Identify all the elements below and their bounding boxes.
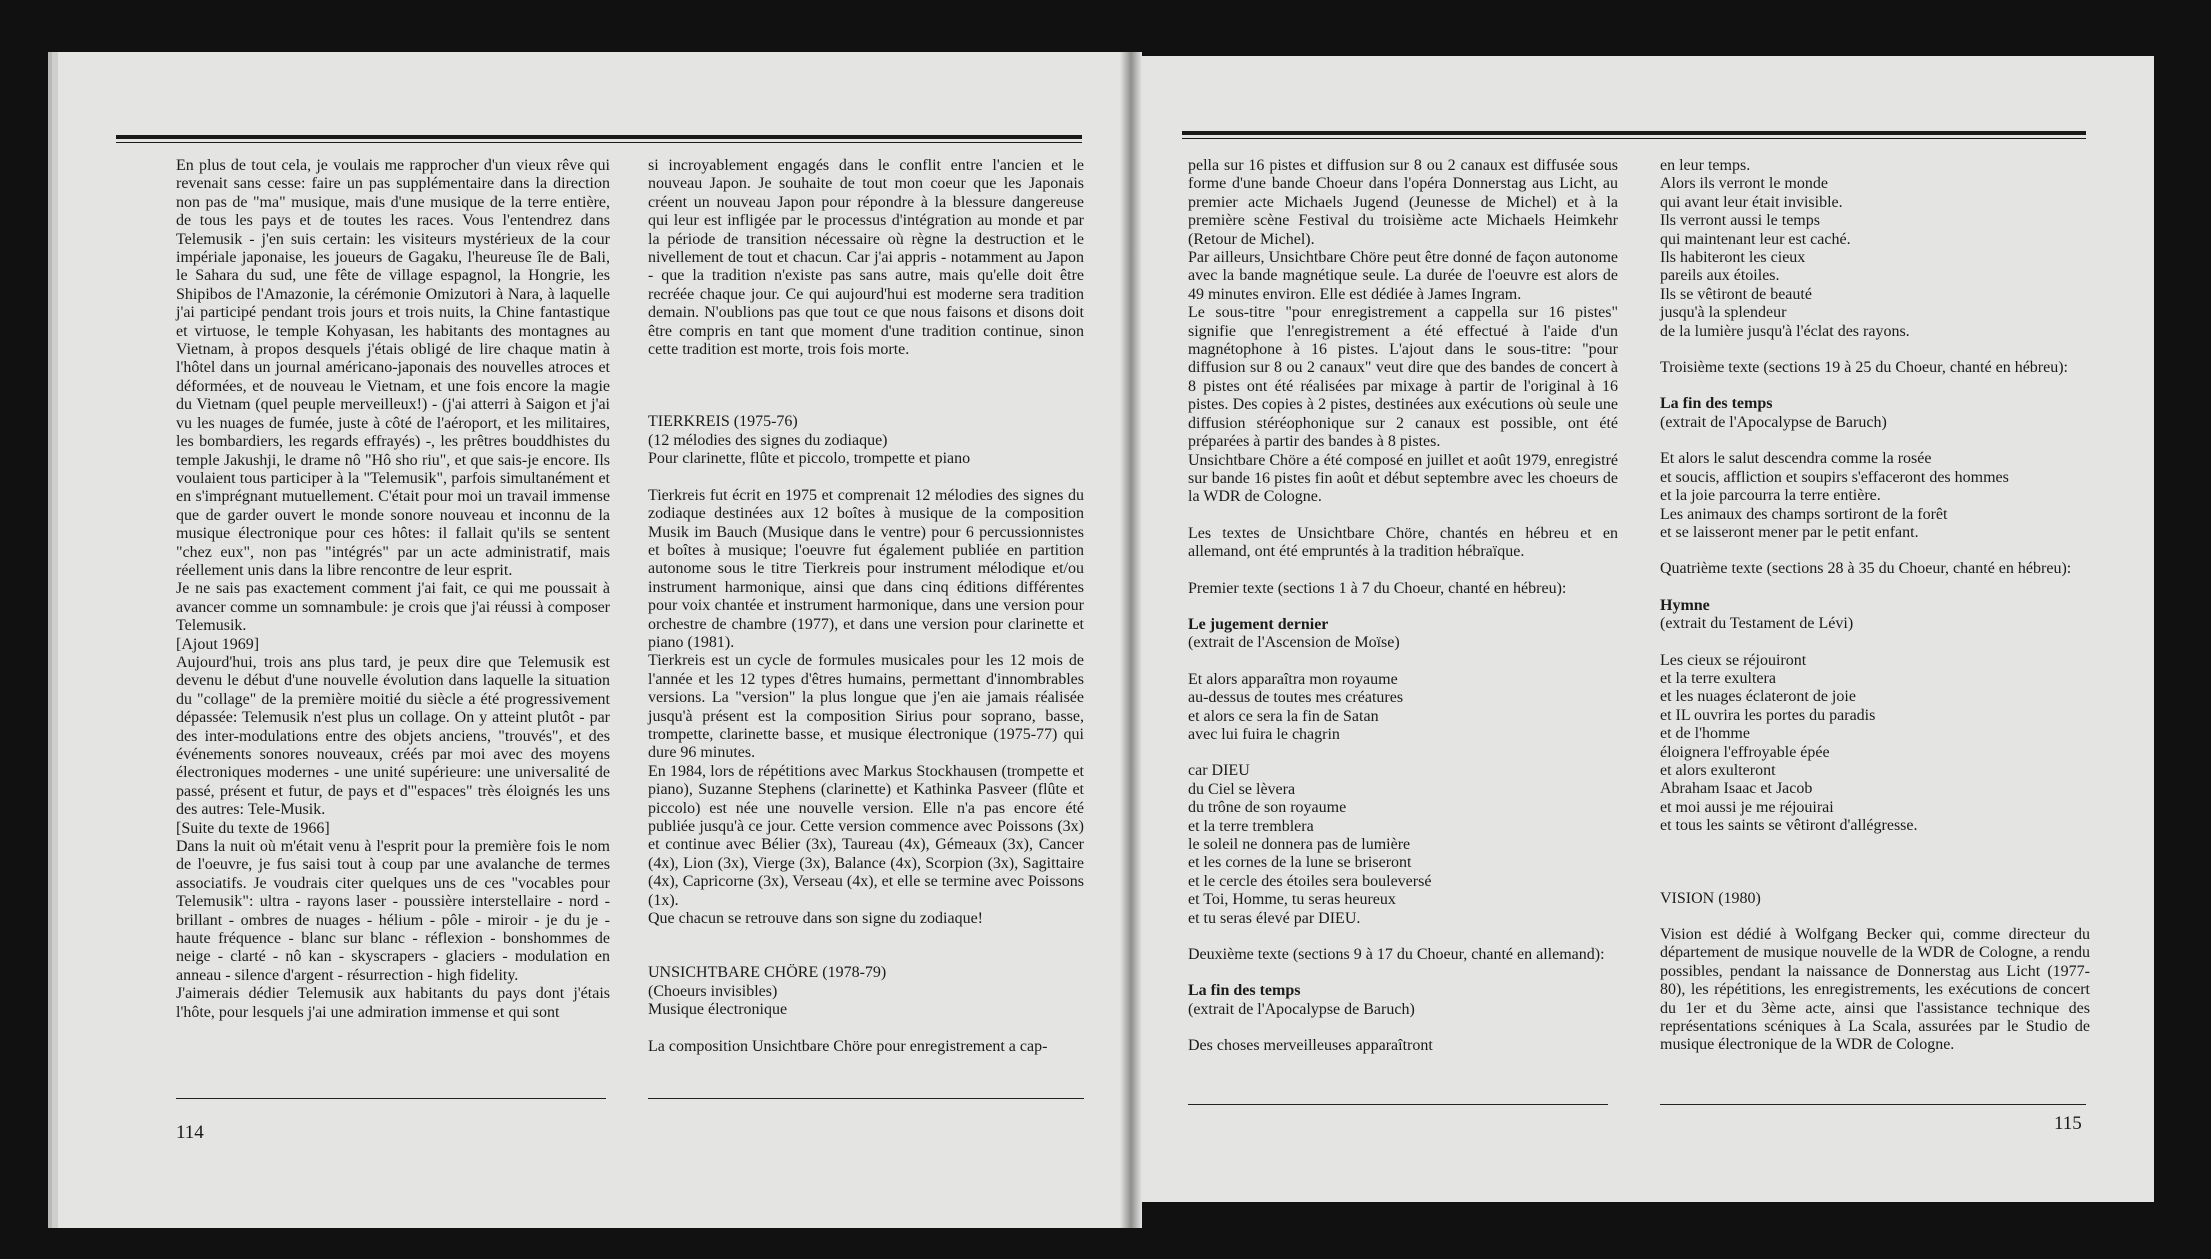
left-column-2	[648, 157, 1084, 1056]
poem-line: Des choses merveilleuses apparaîtront	[1188, 1037, 1433, 1055]
poem-line: et les cornes de la lune se briseront	[1188, 854, 1412, 872]
poem-source: (extrait du Testament de Lévi)	[1660, 615, 1854, 633]
poem-line: et tu seras élevé par DIEU.	[1188, 909, 1361, 927]
paragraph: Dans la nuit où m'était venu à l'esprit pour la première fois le nom de l'oeuvre, je fus saisi tout à coup par une avalanche de termes associatifs. Je voudrais citer quelques uns de ces "vocables pour Telemusik": ultra - rayons laser - poussière interstellaire - nord - brillant - ombres de nuages - hélium - pôle - miroir - je du je - haute fréquence - blanc sur blanc - réflexion - bonshommes de neige - clarté - nô kan - skyscrapers - glaciers - modulation en anneau - silence d'argent - résurrection - high fidelity.	[176, 838, 610, 984]
poem-line: Alors ils verront le monde	[1660, 175, 1828, 193]
poem-source: (extrait de l'Apocalypse de Baruch)	[1188, 1000, 1415, 1018]
paragraph: La composition Unsichtbare Chöre pour enregistrement a cap-	[648, 1037, 1048, 1055]
poem-line: et tous les saints se vêtiront d'allégresse.	[1660, 817, 1918, 835]
paragraph: si incroyablement engagés dans le conflit entre l'ancien et le nouveau Japon. Je souhaite de tout mon coeur que les Japonais créent un nouveau Japon pour répondre à la blessure dangereuse qui leur est infligée par le processus d'intégration au monde et par la période de transition nécessaire où règne la destruction et le nivellement de tout et chacun. Car j'ai appris - notamment au Japon - que la tradition n'existe pas sans autre, mais qu'elle doit être recréée chaque jour. Ce qui aujourd'hui est moderne sera tradition demain. N'oublions pas que tout ce que nous faisons et disons doit être compris en tant que moment d'une tradition continue, sinon cette tradition est morte, trois fois morte.	[648, 157, 1084, 359]
poem-line: et la terre tremblera	[1188, 817, 1314, 835]
paragraph: Unsichtbare Chöre a été composé en juillet et août 1979, enregistré sur bande 16 pistes fin août et début septembre avec les choeurs de la WDR de Cologne.	[1188, 451, 1618, 506]
paragraph: Par ailleurs, Unsichtbare Chöre peut être donné de façon autonome avec la bande magnétique seule. La durée de l'oeuvre est alors de 49 minutes environ. Elle est dédiée à James Ingram.	[1188, 249, 1618, 303]
poem-line: et se laisseront mener par le petit enfant.	[1660, 523, 1919, 541]
paragraph: Quatrième texte (sections 28 à 35 du Choeur, chanté en hébreu):	[1660, 560, 2072, 578]
paragraph: Tierkreis est un cycle de formules musicales pour les 12 mois de l'année et les 12 types d'êtres humains, permettant d'innombrables versions. La "version" la plus longue que j'en aie jamais réalisée jusqu'à présent est la composition Sirius pour soprano, basse, trompette, clarinette basse, et musique électronique (1975-77) qui dure 96 minutes.	[648, 652, 1084, 762]
poem-line: de la lumière jusqu'à l'éclat des rayons.	[1660, 322, 1910, 340]
poem-line: du Ciel se lèvera	[1188, 780, 1296, 798]
paragraph: En 1984, lors de répétitions avec Markus Stockhausen (trompette et piano), Suzanne Stephens (clarinette) et Kathinka Pasveer (flûte et piccolo) est née une nouvelle version. Elle n'a pas encore été publiée jusqu'à ce jour. Cette version commence avec Poissons (3x) et continue avec Bélier (3x), Taureau (4x), Gémeaux (3x), Cancer (4x), Lion (3x), Vierge (3x), Balance (4x), Scorpion (3x), Sagittaire (4x), Capricorne (3x), Verseau (4x), et elle se termine avec Poissons (1x).	[648, 762, 1084, 909]
poem-line: Et alors apparaîtra mon royaume	[1188, 670, 1398, 688]
paragraph: Troisième texte (sections 19 à 25 du Choeur, chanté en hébreu):	[1660, 359, 2068, 377]
page-number-right: 115	[2054, 1113, 2082, 1134]
poem-line: et soucis, affliction et soupirs s'effaceront des hommes	[1660, 468, 2009, 486]
paragraph: [Suite du texte de 1966]	[176, 819, 330, 837]
paragraph: J'aimerais dédier Telemusik aux habitants du pays dont j'étais l'hôte, pour lesquels j'ai une admiration immense et qui sont	[176, 985, 610, 1021]
poem-line: Les cieux se réjouiront	[1660, 651, 1807, 669]
footer-rule	[648, 1098, 1084, 1099]
paragraph: Que chacun se retrouve dans son signe du zodiaque!	[648, 910, 983, 928]
poem-line: le soleil ne donnera pas de lumière	[1188, 836, 1411, 853]
poem-line: et alors exulteront	[1660, 761, 1776, 779]
section-subtitle: Musique électronique	[648, 1001, 788, 1019]
poem-line: et les nuages éclateront de joie	[1660, 688, 1856, 706]
poem-line: et la terre exultera	[1660, 669, 1776, 687]
header-rule-left	[116, 135, 1082, 143]
book-gutter	[1120, 52, 1142, 1228]
paragraph: En plus de tout cela, je voulais me rapprocher d'un vieux rêve qui revenait sans cesse: faire un pas supplémentaire dans la direction non pas de "ma" musique, mais d'une musique de la terre entière, de tous les pays et de toutes les races. Vous l'entendrez dans Telemusik - j'en suis certain: les visiteurs mystérieux de la cour impériale japonaise, les joueurs de Gagaku, l'heureuse île de Bali, le Sahara du sud, une fête de village espagnol, la Hongrie, les Shipibos de l'Amazonie, la cérémonie Omizutori à Nara, à laquelle j'ai participé pendant trois jours et trois nuits, la Chine fantastique et virtuose, le temple Kohyasan, les habitants des montagnes au Vietnam, à propos desquels j'étais obligé de lire chaque matin à l'hôtel dans un journal américano-japonais des nouvelles atroces et déformées, et de nouveau le Vietnam, et une fois encore la magie du Vietnam (quel peuple merveilleux!) - (j'ai atterri à Saigon et j'ai vu les nuages de fumée, juste à côté de l'aéroport, et les militaires, les bombardiers, les regards effrayés) -, les prêtres bouddhistes du temple Jakushji, le drame nô "Hô sho riu", et que sais-je encore. Ils voulaient tous participer à la "Telemusik", parfois simultanément et en s'imprégnant mutuellement. C'était pour moi un travail immense que de garder ouvert le monde sonore nouveau et inconnu de la musique électronique pour ces hôtes: il fallait qu'ils se sentent "chez eux", non pas "intégrés" par un acte administratif, mais réellement unis dans la libre rencontre de leur esprit.	[176, 157, 610, 579]
paragraph: Le sous-titre "pour enregistrement a cappella sur 16 pistes" signifie que l'enregistrement a été effectué à l'aide d'un magnétophone à 16 pistes. L'ajout dans le sous-titre: "pour diffusion sur 8 ou 2 canaux" veut dire que des bandes de concert à 8 pistes ont été réalisées par mixage à partir de l'original à 16 pistes. Des copies à 2 pistes, destinées aux exécutions où seule une diffusion stéréophonique sur 2 canaux est possible, ont été préparées à partir des bandes à 8 pistes.	[1188, 304, 1618, 451]
poem-line: car DIEU	[1188, 762, 1250, 780]
paragraph: [Ajout 1969]	[176, 635, 260, 653]
poem-line: et la joie parcourra la terre entière.	[1660, 487, 1881, 505]
footer-rule	[176, 1098, 606, 1099]
poem-line: jusqu'à la splendeur	[1660, 304, 1787, 322]
poem-line: Ils habiteront les cieux	[1660, 249, 1806, 267]
poem-line: éloignera l'effroyable épée	[1660, 743, 1830, 761]
poem-line: qui maintenant leur est caché.	[1660, 230, 1851, 248]
poem-line: qui avant leur était invisible.	[1660, 193, 1843, 211]
poem-heading: Le jugement dernier	[1188, 615, 1329, 633]
paragraph: Vision est dédié à Wolfgang Becker qui, comme directeur du département de musique nouvelle de la WDR de Cologne, a rendu possibles, pendant la naissance de Donnerstag aus Licht (1977-80), les répétitions, les enregistrements, les exécutions de concert du 1er et du 3ème acte, ainsi que l'assistance technique des représentations scéniques à La Scala, assurées par le Studio de musique électronique de la WDR de Cologne.	[1660, 926, 2090, 1054]
poem-line: Et alors le salut descendra comme la rosée	[1660, 450, 1932, 468]
paragraph: Premier texte (sections 1 à 7 du Choeur, chanté en hébreu):	[1188, 579, 1567, 597]
poem-line: et IL ouvrira les portes du paradis	[1660, 706, 1876, 724]
section-title-tierkreis: TIERKREIS (1975-76)	[648, 413, 798, 431]
poem-line: avec lui fuira le chagrin	[1188, 725, 1340, 743]
poem-line: et de l'homme	[1660, 725, 1750, 743]
section-title-vision: VISION (1980)	[1660, 889, 1761, 907]
poem-line: et alors ce sera la fin de Satan	[1188, 707, 1379, 725]
poem-line: pareils aux étoiles.	[1660, 267, 1780, 285]
poem-line: Les animaux des champs sortiront de la forêt	[1660, 505, 1948, 523]
paragraph: Les textes de Unsichtbare Chöre, chantés en hébreu et en allemand, ont été empruntés à la tradition hébraïque.	[1188, 524, 1618, 561]
paragraph: Je ne sais pas exactement comment j'ai fait, ce qui me poussait à avancer comme un somnambule: je crois que j'ai réussi à composer Telemusik.	[176, 580, 610, 635]
poem-line: et Toi, Homme, tu seras heureux	[1188, 891, 1396, 909]
left-column-1	[176, 157, 610, 1022]
poem-heading: Hymne	[1660, 596, 1710, 614]
footer-rule	[1188, 1104, 1608, 1105]
paragraph: pella sur 16 pistes et diffusion sur 8 ou 2 canaux est diffusée sous forme d'une bande Choeur dans l'opéra Donnerstag aus Licht, au premier acte Michaels Jugend (Jeunesse de Michel) et à la première scène Festival du troisième acte Michaels Heimkehr (Retour de Michel).	[1188, 157, 1618, 248]
poem-line: et moi aussi je me réjouirai	[1660, 798, 1834, 816]
poem-line: Ils verront aussi le temps	[1660, 212, 1820, 230]
section-subtitle: (12 mélodies des signes du zodiaque)	[648, 431, 888, 449]
header-rule-right	[1182, 131, 2086, 139]
poem-line: en leur temps.	[1660, 157, 1751, 174]
poem-line: du trône de son royaume	[1188, 799, 1347, 817]
poem-line: Abraham Isaac et Jacob	[1660, 780, 1813, 798]
paragraph: Aujourd'hui, trois ans plus tard, je peux dire que Telemusik est devenu le début d'une nouvelle évolution dans laquelle la situation du "collage" de la première moitié du siècle a été progressivement dépassée: Telemusik n'est plus un collage. On y atteint plutôt - par des inter-modulations entre des objets anciens, "trouvés", et des événements sonores nouveaux, créés par moi avec des moyens électroniques modernes - une unité supérieure: une universalité de passé, présent et futur, de pays et d'"espaces" très éloignés les uns des autres: Tele-Musik.	[176, 653, 610, 819]
poem-heading: La fin des temps	[1188, 982, 1301, 1000]
right-column-1	[1188, 157, 1618, 1056]
footer-rule	[1660, 1104, 2086, 1105]
paragraph: Deuxième texte (sections 9 à 17 du Choeur, chanté en allemand):	[1188, 946, 1605, 964]
poem-line: et le cercle des étoiles sera bouleversé	[1188, 872, 1432, 890]
poem-source: (extrait de l'Apocalypse de Baruch)	[1660, 413, 1887, 431]
section-subtitle: (Choeurs invisibles)	[648, 982, 778, 1000]
page-number-left: 114	[176, 1122, 204, 1143]
poem-line: au-dessus de toutes mes créatures	[1188, 689, 1404, 707]
poem-source: (extrait de l'Ascension de Moïse)	[1188, 634, 1400, 652]
poem-line: Ils se vêtiront de beauté	[1660, 285, 1812, 303]
paragraph: Tierkreis fut écrit en 1975 et comprenait 12 mélodies des signes du zodiaque destinées aux 12 boîtes à musique de la composition Musik im Bauch (Musique dans le ventre) pour 6 percussionnistes et boîtes à musique; l'oeuvre fut également publiée en partition autonome sous le titre Tierkreis pour instrument mélodique et/ou instrument harmonique, ainsi que dans cinq éditions différentes pour voix chantée et instrument harmonique, dans une version pour orchestre de chambre (1977), et dans une version pour clarinette et piano (1981).	[648, 486, 1084, 651]
right-column-2	[1660, 157, 2090, 1055]
section-title-unsichtbare: UNSICHTBARE CHÖRE (1978-79)	[648, 964, 887, 982]
poem-heading: La fin des temps	[1660, 395, 1773, 413]
section-subtitle: Pour clarinette, flûte et piccolo, trompette et piano	[648, 450, 971, 468]
